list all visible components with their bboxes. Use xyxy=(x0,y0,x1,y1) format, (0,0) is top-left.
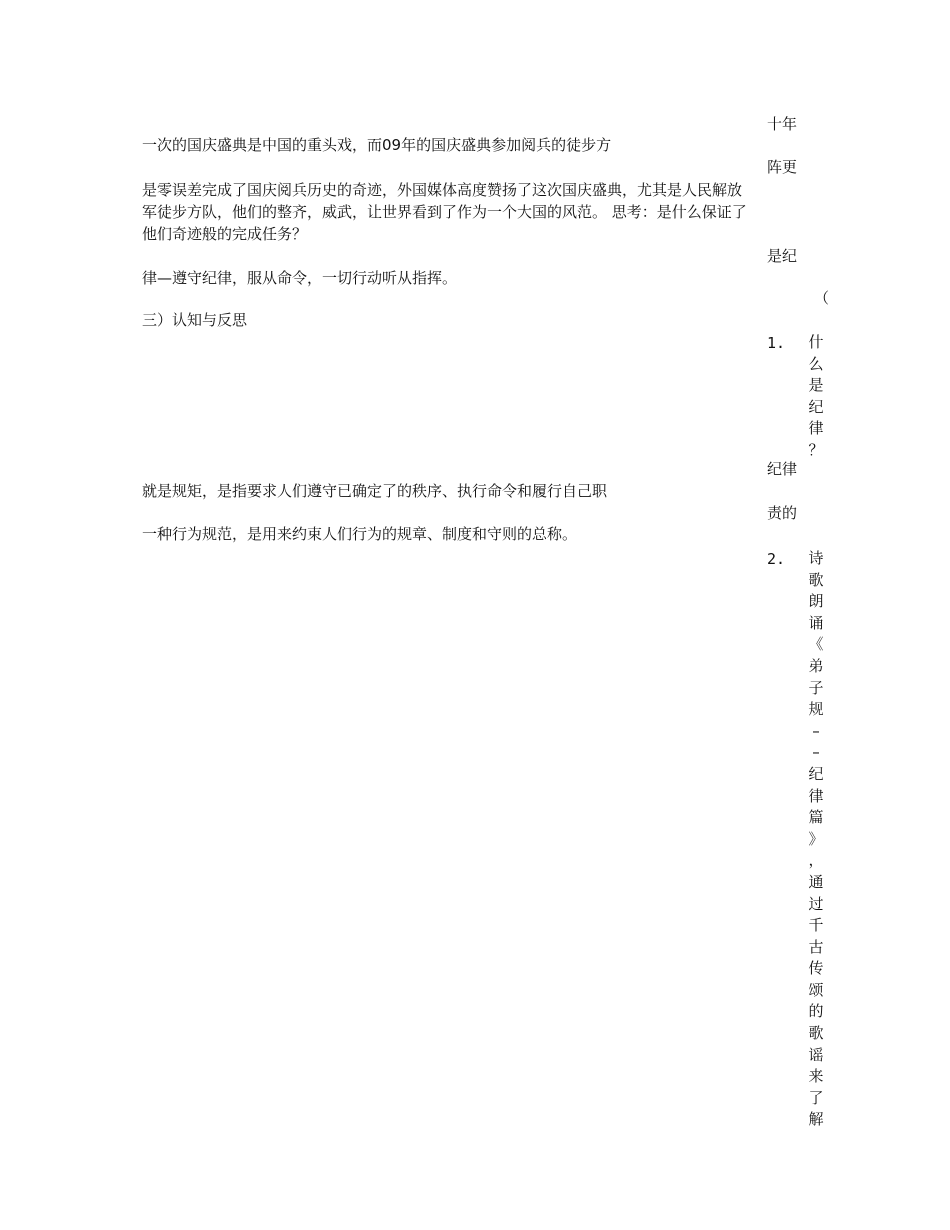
section-heading: 三）认知与反思 xyxy=(142,311,248,329)
question-2-number: 2. xyxy=(767,550,786,568)
paragraph-line-7: 一种行为规范，是用来约束人们行为的规章、制度和守则的总称。 xyxy=(142,525,578,543)
question-1-char: 么 xyxy=(808,354,824,373)
paragraph-line-4: 他们奇迹般的完成任务？ xyxy=(142,225,308,243)
question-1-number: 1. xyxy=(767,334,786,352)
question-2-char: 弟 xyxy=(808,656,824,675)
question-1-char: ？ xyxy=(808,440,824,459)
question-2-char: 传 xyxy=(808,959,824,978)
paragraph-line-2: 是零误差完成了国庆阅兵历史的奇迹，外国媒体高度赞扬了这次国庆盛典，尤其是人民解放 xyxy=(142,181,743,199)
right-fragment-3: 是纪 xyxy=(767,247,798,265)
question-2-char: 诵 xyxy=(808,613,824,632)
paragraph-line-1: 一次的国庆盛典是中国的重头戏，而09年的国庆盛典参加阅兵的徒步方 xyxy=(142,136,612,154)
question-1-char: 律 xyxy=(808,419,824,438)
question-1-char: 纪 xyxy=(808,397,824,416)
question-2-char: – xyxy=(812,743,820,762)
question-2-char: 来 xyxy=(808,1067,824,1086)
question-2-char: 解 xyxy=(808,1110,824,1129)
question-2-char: 诗 xyxy=(808,549,824,567)
question-2-char: 规 xyxy=(808,700,824,719)
question-2-char: 过 xyxy=(808,894,824,913)
question-2-vertical-text xyxy=(806,548,826,1131)
question-2-char: 颂 xyxy=(808,980,824,999)
question-2-char: 古 xyxy=(808,937,824,956)
right-fragment-5: 责的 xyxy=(767,504,798,522)
question-2-char: 了 xyxy=(808,1088,824,1107)
question-2-char: 《 xyxy=(808,635,824,654)
right-fragment-2: 阵更 xyxy=(767,158,798,176)
question-2-char: 朗 xyxy=(808,592,824,611)
question-2-char: ， xyxy=(808,851,824,870)
question-1-char: 是 xyxy=(808,376,824,395)
question-2-char: 的 xyxy=(808,1002,824,1021)
right-fragment-4: 纪律 xyxy=(767,460,798,478)
question-2-char: 千 xyxy=(808,916,824,935)
question-2-char: 篇 xyxy=(808,808,824,827)
question-2-char: 》 xyxy=(808,829,824,848)
question-2-char: 纪 xyxy=(808,764,824,783)
right-fragment-1: 十年 xyxy=(767,115,798,133)
question-1-char: 什 xyxy=(808,333,824,351)
question-2-char: 谣 xyxy=(808,1045,824,1064)
question-2-char: – xyxy=(812,721,820,740)
question-2-char: 子 xyxy=(808,678,824,697)
open-paren: （ xyxy=(814,289,830,307)
paragraph-line-6: 就是规矩，是指要求人们遵守已确定了的秩序、执行命令和履行自己职 xyxy=(142,482,608,500)
question-2-char: 律 xyxy=(808,786,824,805)
question-1-vertical-text xyxy=(806,332,826,462)
paragraph-line-5: 律—遵守纪律，服从命令，一切行动听从指挥。 xyxy=(142,269,458,287)
question-2-char: 歌 xyxy=(808,1024,824,1043)
question-2-char: 歌 xyxy=(808,570,824,589)
question-2-char: 通 xyxy=(808,872,824,891)
paragraph-line-3: 军徒步方队，他们的整齐，威武，让世界看到了作为一个大国的风范。 思考：是什么保证了 xyxy=(142,203,747,221)
